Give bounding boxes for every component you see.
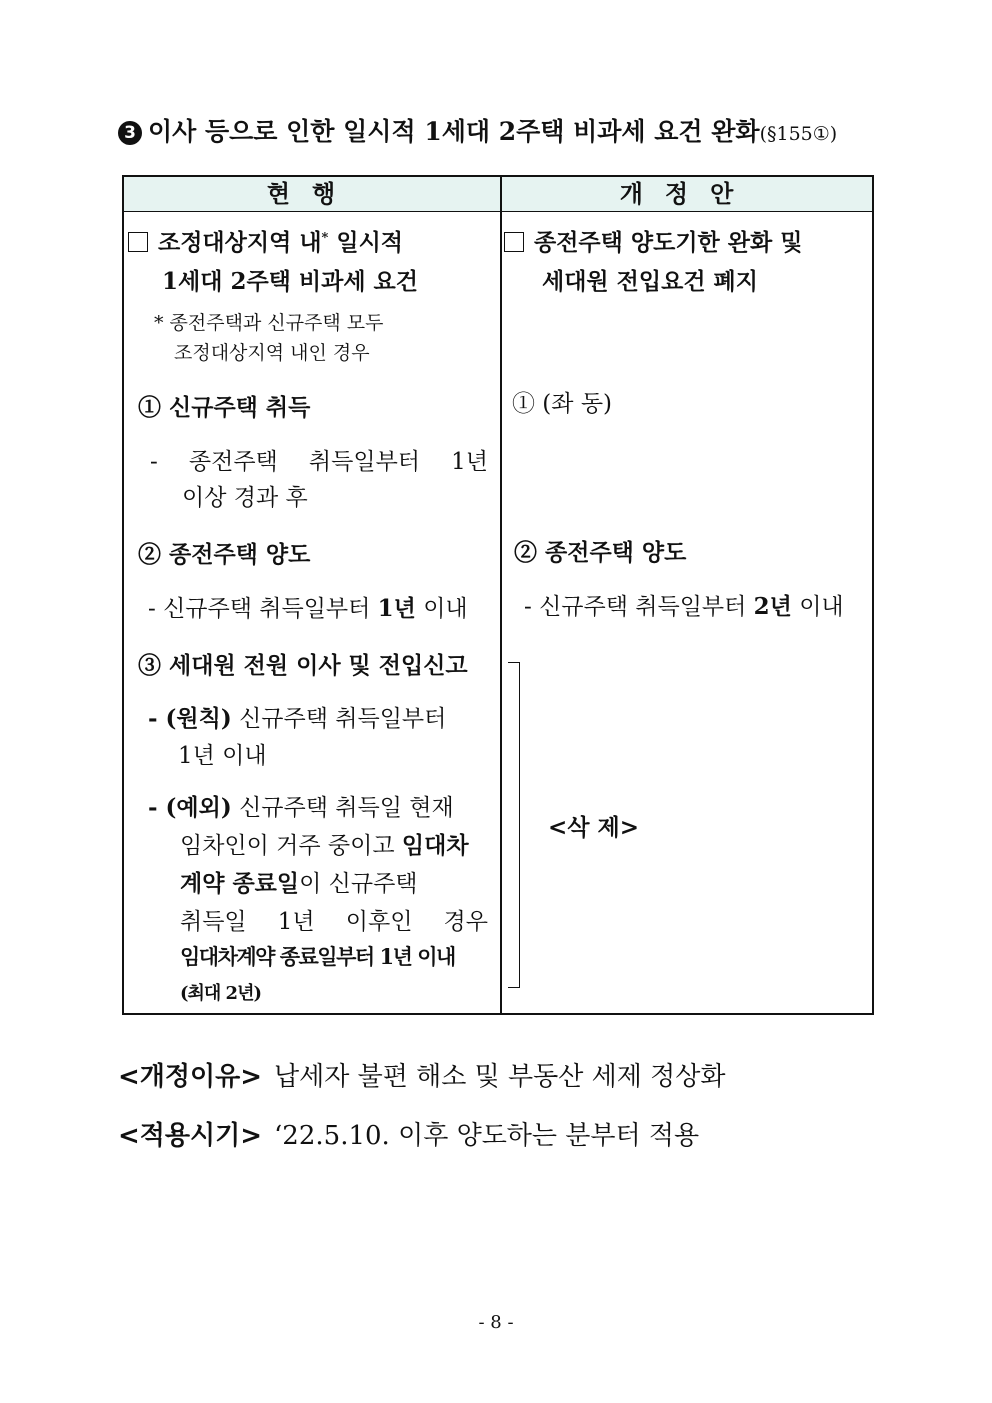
comparison-table	[122, 175, 874, 1015]
header-revised: 개정안	[619, 179, 756, 208]
right-box-line1: 종전주택 양도기한 완화 및	[504, 224, 802, 257]
right-item1: ① (좌 동)	[512, 391, 613, 417]
left-item3-exception-line4: 취득일 1년 이후인 경우	[180, 909, 488, 935]
left-box-line2: 1세대 2주택 비과세 요건	[162, 268, 418, 295]
left-note-line1: * 종전주택과 신규주택 모두	[154, 312, 384, 334]
left-item3-exception-line6: (최대 2년)	[180, 983, 261, 1004]
reason-text: 납세자 불편 해소 및 부동산 세제 정상화	[274, 1062, 726, 1092]
checkbox-square-icon	[128, 232, 148, 252]
checkbox-square-icon	[504, 232, 524, 252]
left-item1: ① 신규주택 취득	[138, 394, 311, 421]
left-item1-detail2: 이상 경과 후	[182, 485, 308, 511]
right-deleted: <삭 제>	[548, 814, 639, 841]
apply-line	[118, 1115, 699, 1152]
left-note-line2: 조정대상지역 내인 경우	[174, 342, 370, 364]
left-item2-detail: - 신규주택 취득일부터 1년 이내	[148, 595, 468, 622]
section-title	[118, 112, 878, 148]
left-item3-exception-line3: 계약 종료일이 신규주택	[180, 870, 418, 897]
circled-number-icon: 3	[118, 121, 142, 145]
header-current: 현행	[266, 179, 358, 208]
left-item2: ② 종전주택 양도	[138, 541, 311, 568]
right-item2: ② 종전주택 양도	[514, 539, 687, 566]
section-title-text: 이사 등으로 인한 일시적 1세대 2주택 비과세 요건 완화	[148, 117, 760, 146]
left-item3-exception: - (예외) 신규주택 취득일 현재	[148, 794, 454, 821]
apply-label: <적용시기>	[118, 1121, 263, 1151]
left-item3-principle: - (원칙) 신규주택 취득일부터	[148, 705, 447, 732]
right-box-line2: 세대원 전입요건 폐지	[542, 268, 758, 295]
table-header	[124, 177, 872, 212]
bracket-divider	[508, 662, 520, 988]
right-item2-detail: - 신규주택 취득일부터 2년 이내	[524, 593, 844, 620]
column-divider	[500, 177, 502, 1013]
reason-line	[118, 1056, 726, 1093]
section-title-ref: (§155①)	[759, 123, 838, 145]
left-item3-exception-line2: 임차인이 거주 중이고 임대차	[180, 832, 469, 859]
left-item1-detail1: - 종전주택 취득일부터 1년	[150, 449, 488, 475]
left-box-line1: 조정대상지역 내* 일시적	[128, 224, 403, 257]
left-item3-principle-line2: 1년 이내	[178, 743, 267, 769]
page-number: - 8 -	[478, 1312, 514, 1333]
left-item3: ③ 세대원 전원 이사 및 전입신고	[138, 652, 468, 679]
reason-label: <개정이유>	[118, 1062, 263, 1092]
apply-text: ‘22.5.10. 이후 양도하는 분부터 적용	[274, 1121, 700, 1151]
left-item3-exception-line5: 임대차계약 종료일부터 1년 이내	[180, 944, 455, 969]
